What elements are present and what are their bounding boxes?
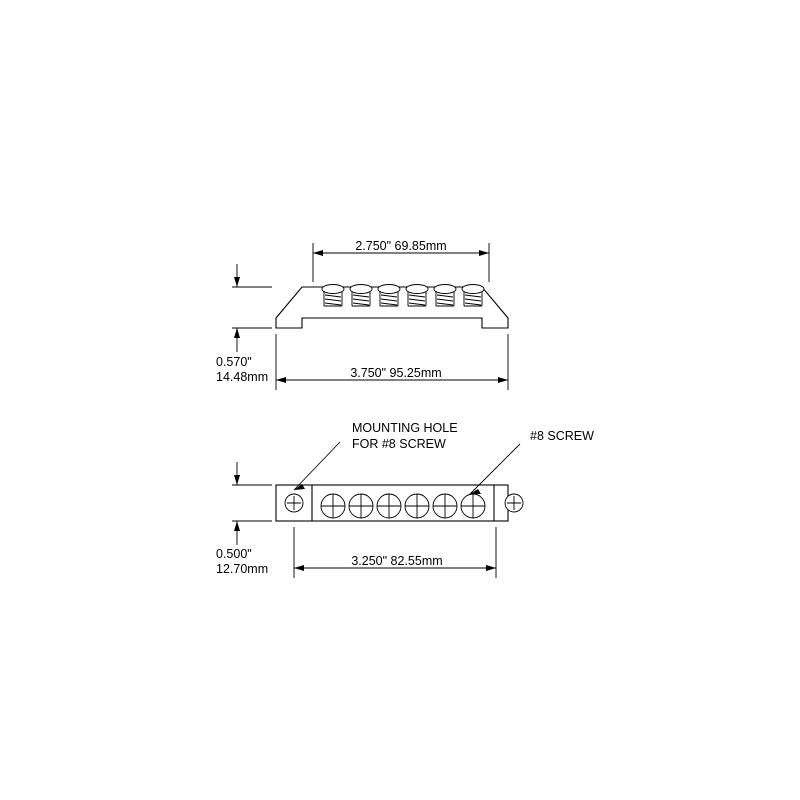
plan-view-screw bbox=[433, 494, 457, 518]
dimension-overall-width-label: 3.750" 95.25mm bbox=[350, 366, 442, 380]
callout-screw bbox=[470, 429, 594, 494]
dimension-plan-depth-label-inches: 0.500" bbox=[216, 547, 252, 561]
plan-view-screw bbox=[405, 494, 429, 518]
callout-mounting-hole-line2: FOR #8 SCREW bbox=[352, 437, 446, 451]
dimension-top-width-label: 2.750" 69.85mm bbox=[355, 239, 447, 253]
top-plan-view bbox=[216, 421, 594, 578]
mounting-hole bbox=[505, 494, 523, 512]
callout-mounting-hole bbox=[294, 421, 458, 490]
plan-view-screw bbox=[321, 494, 345, 518]
dimension-front-height-label-inches: 0.570" bbox=[216, 355, 252, 369]
plan-view-screw bbox=[349, 494, 373, 518]
dimension-overall-width bbox=[276, 334, 508, 390]
dimension-top-width bbox=[313, 239, 489, 282]
plan-view-screw bbox=[377, 494, 401, 518]
dimension-screw-span-label: 3.250" 82.55mm bbox=[351, 554, 443, 568]
dimension-screw-span bbox=[294, 527, 496, 578]
callout-screw-label: #8 SCREW bbox=[530, 429, 594, 443]
front-elevation-view bbox=[216, 239, 508, 390]
callout-mounting-hole-line1: MOUNTING HOLE bbox=[352, 421, 458, 435]
dimension-plan-depth-label-mm: 12.70mm bbox=[216, 562, 269, 576]
plan-view-screw bbox=[461, 494, 485, 518]
mounting-hole bbox=[285, 494, 303, 512]
dimension-front-height-label-mm: 14.48mm bbox=[216, 370, 269, 384]
dimension-plan-depth bbox=[216, 462, 272, 576]
dimension-front-height bbox=[216, 264, 272, 384]
